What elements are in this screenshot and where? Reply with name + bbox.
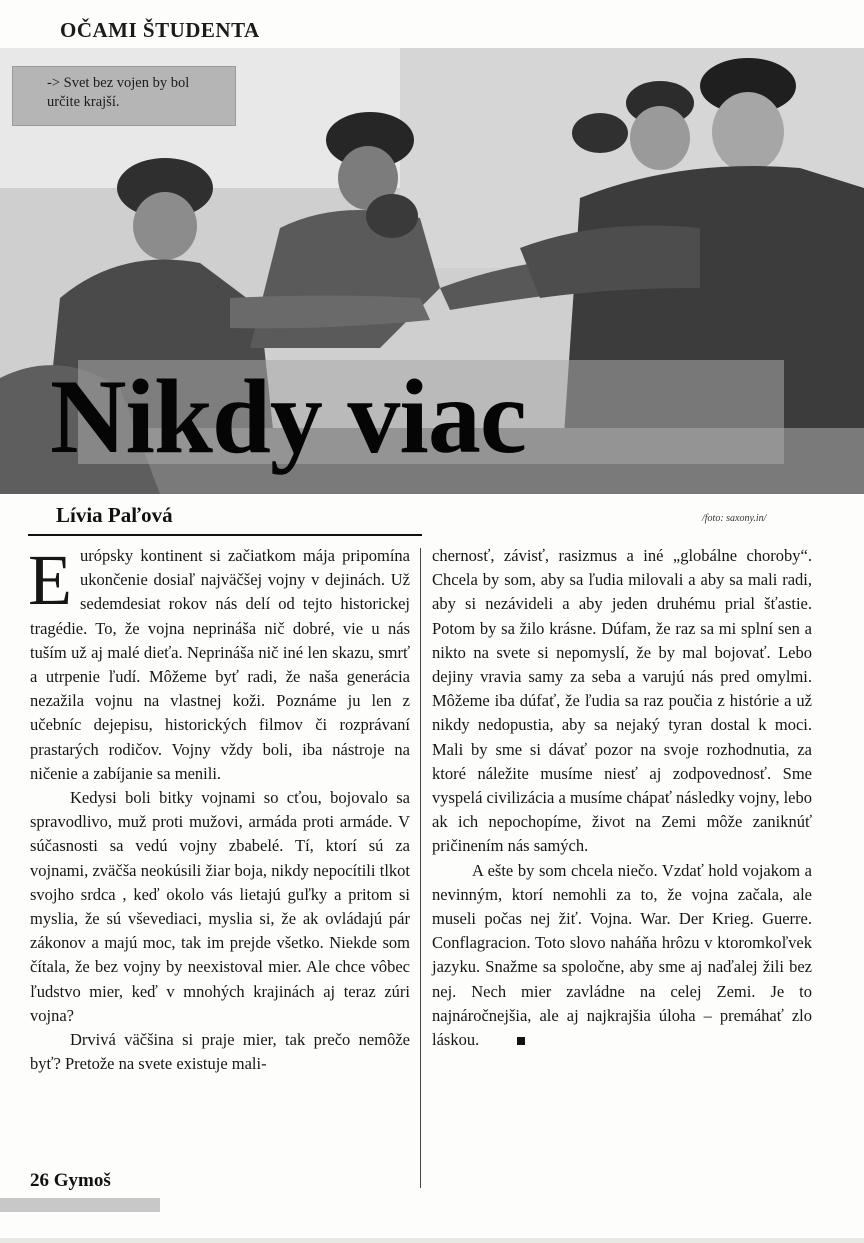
article-headline: Nikdy viac (50, 358, 526, 475)
photo-caption-box (12, 66, 236, 126)
section-label: OČAMI ŠTUDENTA (60, 18, 260, 42)
photo-credit: /foto: saxony.in/ (702, 513, 767, 524)
paragraph: Drvivá väčšina si praje mier, tak prečo nemôže byť? Pretože na svete existuje mali- (30, 1030, 410, 1074)
paragraph: chernosť, závisť, rasizmus a iné „globálne choroby“. Chcela by som, aby sa ľudia milovali a aby sa mali radi, aby si nezávideli a aby jeden druhému prial šťastie. Potom by sa žilo krásne. Dúfam, že raz sa mi splní sen a nikto na svete si nepomyslí, že by mal bojovať. Lebo dejiny vravia samy za seba a varujú nás pred omylmi. Môžeme iba dúfať, že ľudia sa raz poučia z histórie a už nikdy nedopustia, aby sa nejaký tyran dostal k moci. Mali by sme si dávať pozor na svoje rozhodnutia, za ktoré náležite musíme niesť aj zodpovednosť. Sme vyspelá civilizácia a musíme chápať následky vojny, lebo ak ich nepochopíme, život na Zemi môže zaniknúť pričinením nás samých. (432, 546, 812, 856)
author-rule (28, 534, 422, 536)
article-column-1 (28, 540, 410, 1076)
magazine-name: Gymoš (53, 1170, 111, 1191)
paragraph: Kedysi boli bitky vojnami so cťou, bojovalo sa spravodlivo, muž proti mužovi, armáda proti armáde. V súčasnosti sa vedú vojny zbabelé. Tí, ktorí sú za vojnami, zväčša neokúsili žiar boja, nikdy nepocítili tlkot svojho srdca , keď okolo vás lietajú guľky a pritom si myslia, že sú vševediaci, myslia si, že ak ovládajú pár zákonov a majú moc, tak im prejde všetko. Niekde som čítala, že bez vojny by neexistoval mier. Ale chce vôbec ľudstvo mier, keď v mnohých krajinách aj teraz zúri vojna? (30, 788, 410, 1025)
end-mark-icon (517, 1037, 525, 1045)
article-column-2 (432, 544, 812, 1052)
page-footer (30, 1170, 111, 1192)
author-name: Lívia Paľová (56, 503, 173, 527)
drop-cap: E (28, 540, 72, 620)
paragraph (432, 859, 812, 1053)
paragraph-text: A ešte by som chcela niečo. Vzdať hold vojakom a nevinným, ktorí nemohli za to, že vojna začala, ale museli počas nej žiť. Vojna. War. Der Krieg. Guerre. Conflagracion. Toto slovo naháňa hrôzu v ktoromkoľvek jazyku. Snažme sa spoločne, aby sme aj naďalej žili bez nej. Nech mier zavládne na celej Zemi. Je to najnáročnejšia, ale aj najkrajšia úloha – premáhať zlo láskou. (432, 860, 812, 1050)
paragraph (28, 540, 410, 786)
column-divider (420, 548, 421, 1188)
photo-caption: -> Svet bez vojen by bol určite krajší. (47, 75, 190, 110)
footer-bar (0, 1198, 160, 1212)
paragraph-text: urópsky kontinent si začiatkom mája pripomína ukončenie dosiaľ najväčšej vojny v dejinách. Už sedemdesiat rokov nás delí od tejto historickej tragédie. To, že vojna neprináša nič dobré, vie u nás tuším už aj malé dieťa. Neprináša nič iné len skazu, smrť a utrpenie ľudí. Môžeme byť radi, že naša generácia nezažila vojnu na vlastnej koži. Poznáme ju len z učebníc dejepisu, historických filmov či rozprávaní prastarých rodičov. Vojny vždy boli, iba nástroje na ničenie a zabíjanie sa menili. (30, 546, 410, 783)
bottom-rule (0, 1238, 864, 1243)
page-number: 26 (30, 1170, 49, 1191)
